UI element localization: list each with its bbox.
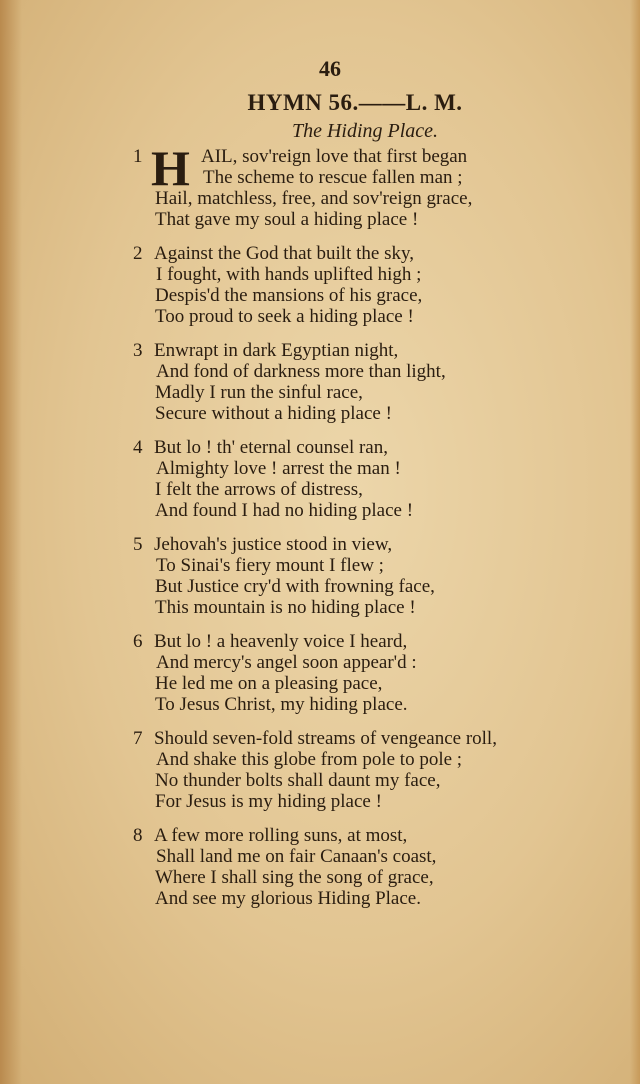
verse-line: AIL, sov'reign love that first began xyxy=(201,146,468,167)
verse-number: 6 xyxy=(133,631,143,652)
verse-line: A few more rolling suns, at most, xyxy=(154,825,408,846)
verse-3 xyxy=(0,340,640,424)
verse-line: Almighty love ! arrest the man ! xyxy=(156,458,401,479)
verse-line: Shall land me on fair Canaan's coast, xyxy=(156,846,437,867)
verse-number: 3 xyxy=(133,340,143,361)
verse-line: I felt the arrows of distress, xyxy=(155,479,363,500)
verse-7 xyxy=(0,728,640,812)
verse-number: 8 xyxy=(133,825,143,846)
verse-line: And fond of darkness more than light, xyxy=(156,361,446,382)
verse-line: Hail, matchless, free, and sov'reign grace, xyxy=(155,188,473,209)
verse-line: He led me on a pleasing pace, xyxy=(155,673,383,694)
verse-line: And see my glorious Hiding Place. xyxy=(155,888,421,909)
verse-line: For Jesus is my hiding place ! xyxy=(155,791,382,812)
verse-1 xyxy=(0,140,640,230)
verse-line: Enwrapt in dark Egyptian night, xyxy=(154,340,399,361)
verse-line: And shake this globe from pole to pole ; xyxy=(156,749,463,770)
verse-line: Too proud to seek a hiding place ! xyxy=(155,306,414,327)
verse-number: 2 xyxy=(133,243,143,264)
verse-line: Secure without a hiding place ! xyxy=(155,403,392,424)
verse-line: To Sinai's fiery mount I flew ; xyxy=(156,555,384,576)
hymn-subtitle: The Hiding Place. xyxy=(291,120,439,142)
verse-line: Madly I run the sinful race, xyxy=(155,382,363,403)
page-number: 46 xyxy=(319,56,341,81)
verse-5 xyxy=(0,534,640,618)
verse-line: But lo ! th' eternal counsel ran, xyxy=(154,437,388,458)
hymn-title: HYMN 56.——L. M. xyxy=(247,90,463,115)
verse-line: And mercy's angel soon appear'd : xyxy=(156,652,417,673)
verse-line: But lo ! a heavenly voice I heard, xyxy=(154,631,408,652)
verse-number: 5 xyxy=(133,534,143,555)
hymn-verses xyxy=(0,140,640,922)
verse-line: No thunder bolts shall daunt my face, xyxy=(155,770,441,791)
verse-line: Jehovah's justice stood in view, xyxy=(154,534,393,555)
verse-line: But Justice cry'd with frowning face, xyxy=(155,576,435,597)
verse-8 xyxy=(0,825,640,909)
verse-line: And found I had no hiding place ! xyxy=(155,500,414,521)
verse-2 xyxy=(0,243,640,327)
verse-line: Should seven-fold streams of vengeance roll, xyxy=(154,728,497,749)
verse-line: Where I shall sing the song of grace, xyxy=(155,867,434,888)
verse-line: Against the God that built the sky, xyxy=(154,243,414,264)
verse-line: I fought, with hands uplifted high ; xyxy=(156,264,422,285)
verse-4 xyxy=(0,437,640,521)
verse-number: 4 xyxy=(133,437,143,458)
verse-number: 7 xyxy=(133,728,143,749)
verse-number: 1 xyxy=(133,146,143,167)
verse-line: Despis'd the mansions of his grace, xyxy=(155,285,423,306)
verse-line: That gave my soul a hiding place ! xyxy=(155,209,419,230)
verse-6 xyxy=(0,631,640,715)
verse-line: The scheme to rescue fallen man ; xyxy=(203,167,463,188)
verse-line: This mountain is no hiding place ! xyxy=(155,597,416,618)
verse-line: To Jesus Christ, my hiding place. xyxy=(155,694,408,715)
drop-cap: H xyxy=(151,140,190,196)
